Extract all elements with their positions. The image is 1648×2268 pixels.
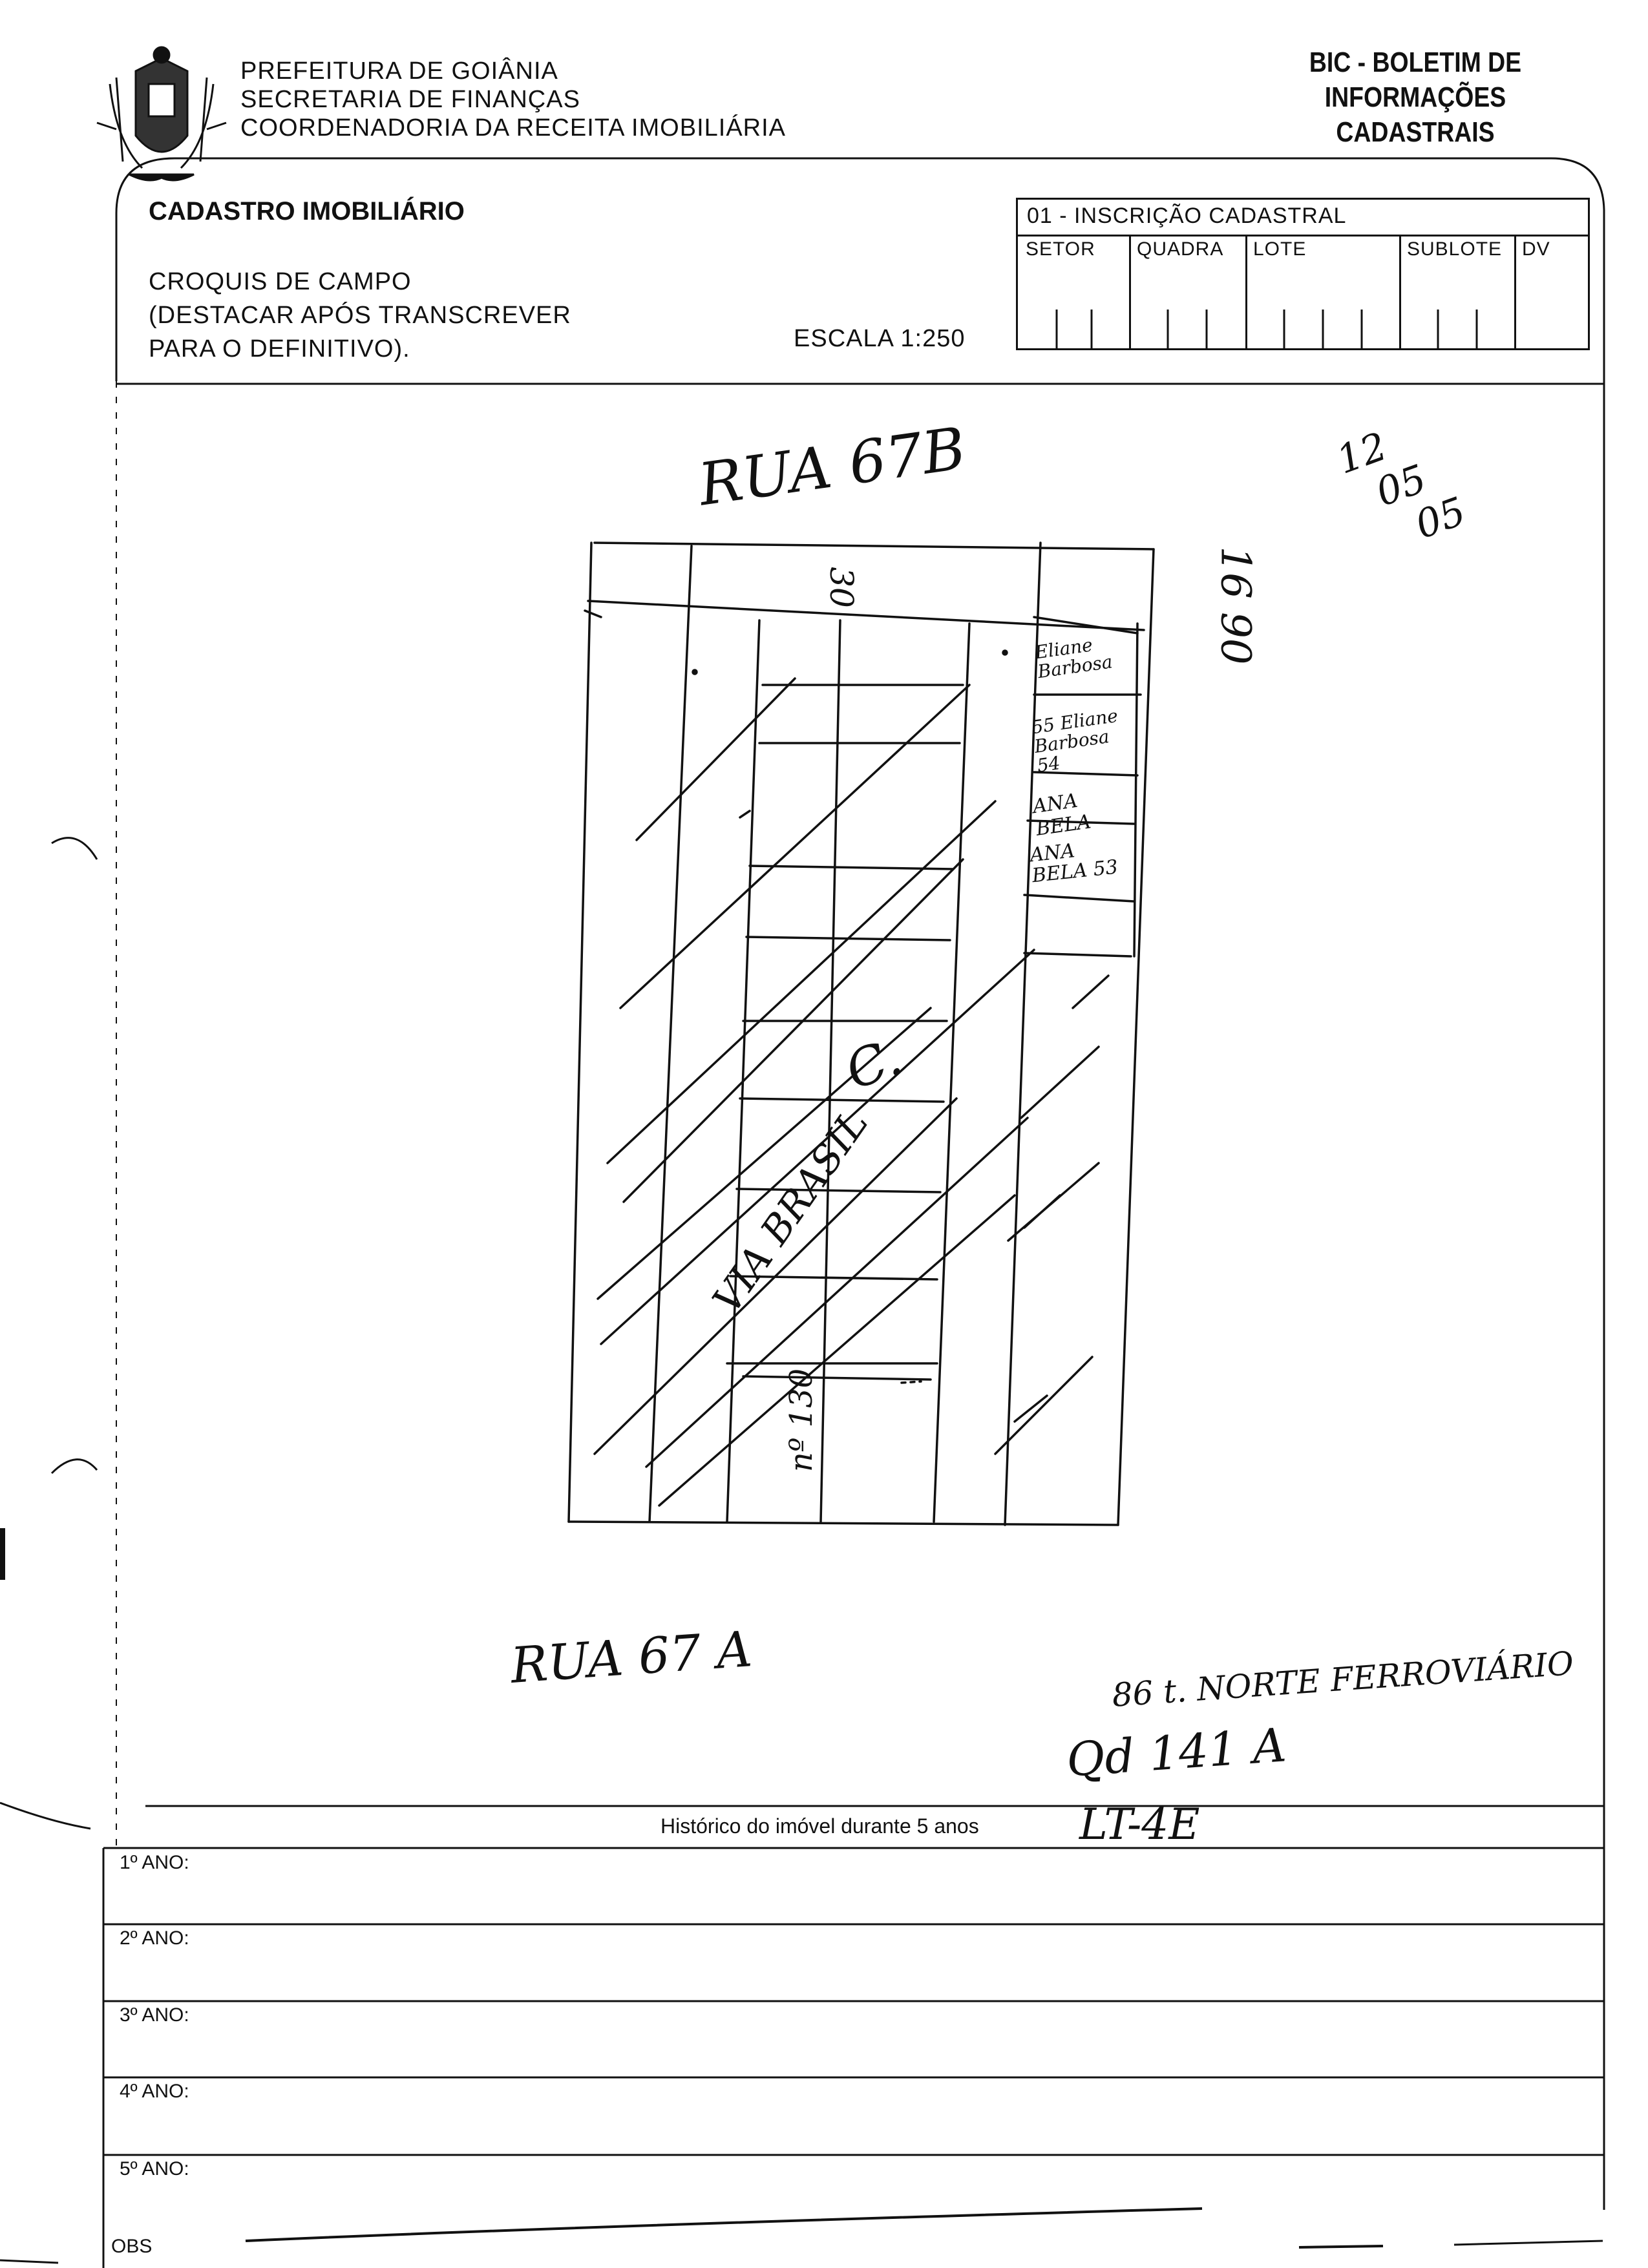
right-lot-1: Eliane Barbosa [1033, 634, 1114, 683]
street-top-label: RUA 67B [694, 414, 970, 520]
history-year-3: 3º ANO: [120, 2004, 189, 2026]
section-title: CADASTRO IMOBILIÁRIO [149, 197, 465, 226]
croquis-line-3: PARA O DEFINITIVO). [149, 335, 410, 362]
note-quadra: Qd 141 A [1064, 1717, 1288, 1787]
dimension-top: 30 [822, 567, 860, 608]
street-bottom-label: RUA 67 A [509, 1620, 754, 1694]
bic-title-line-2: INFORMAÇÕES CADASTRAIS [1324, 81, 1506, 148]
date-month: 05 [1370, 456, 1433, 516]
croquis-line-2: (DESTACAR APÓS TRANSCREVER [149, 302, 571, 329]
col-lote: LOTE [1253, 238, 1307, 260]
history-year-2: 2º ANO: [120, 1927, 189, 1949]
via-label: VIA BRASIL [704, 1101, 878, 1322]
scale-label: ESCALA 1:250 [794, 325, 966, 352]
history-title: Histórico do imóvel durante 5 anos [660, 1814, 979, 1838]
col-dv: DV [1522, 238, 1550, 260]
inscricao-cadastral-box [1016, 198, 1590, 350]
col-quadra: QUADRA [1137, 238, 1224, 260]
history-year-5: 5º ANO: [120, 2158, 189, 2179]
bic-title-line-1: BIC - BOLETIM DE [1309, 47, 1522, 78]
date-year: 05 [1410, 488, 1472, 549]
dimension-right: 16 90 [1211, 546, 1260, 665]
right-lot-3: ANA BELA [1031, 789, 1093, 841]
lot-number-label: nº 130 [783, 1368, 820, 1473]
croquis-instructions [149, 265, 571, 366]
right-lot-4: ANA BELA 53 [1028, 839, 1119, 888]
history-year-4: 4º ANO: [120, 2081, 189, 2102]
observacoes-label: OBS [111, 2236, 153, 2257]
col-setor: SETOR [1026, 238, 1095, 260]
col-sublote: SUBLOTE [1407, 238, 1503, 260]
bic-title [1215, 45, 1616, 150]
croquis-line-1: CROQUIS DE CAMPO [149, 268, 412, 295]
inscricao-title: 01 - INSCRIÇÃO CADASTRAL [1027, 204, 1347, 228]
agency-header [240, 57, 786, 142]
note-sector: 86 t. NORTE FERROVIÁRIO [1110, 1644, 1575, 1714]
right-lot-2: 55 Eliane Barbosa 54 [1030, 704, 1119, 777]
header-line-2: SECRETARIA DE FINANÇAS [240, 86, 580, 113]
header-line-3: COORDENADORIA DA RECEITA IMOBILIÁRIA [240, 114, 787, 142]
c-letter: C. [838, 1026, 910, 1102]
date-day: 12 [1331, 423, 1393, 483]
history-year-1: 1º ANO: [120, 1852, 189, 1873]
header-line-1: PREFEITURA DE GOIÂNIA [240, 58, 558, 85]
note-lote: LT-4E [1079, 1800, 1200, 1849]
sketch-date [1331, 406, 1472, 565]
